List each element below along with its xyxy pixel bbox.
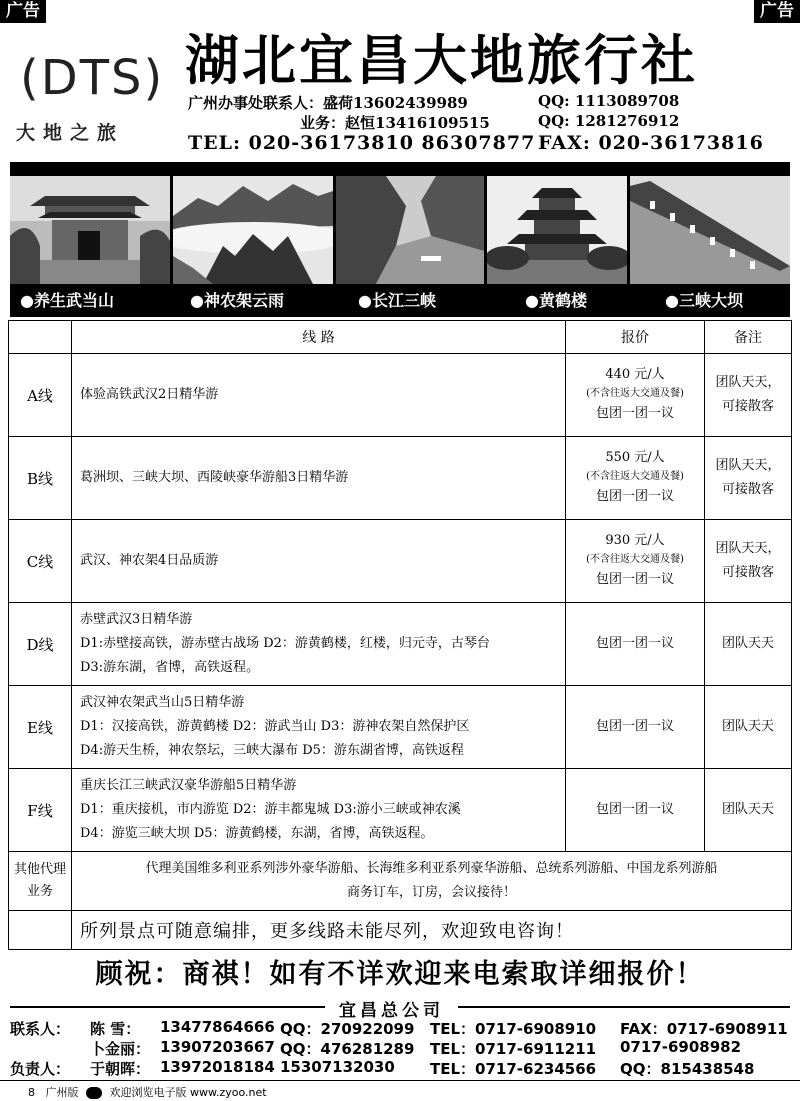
table-footer-row [9,911,792,950]
logo-mark: (DTS) [20,50,165,106]
table-row [9,686,792,769]
header-route: 线 路 [72,321,566,354]
ad-tag-right: 广告 [754,0,800,23]
hq-name: 于朝晖： [90,1060,151,1078]
price-value: 440 元/人 [605,367,665,382]
hq-tel: TEL：0717-6234566 [430,1060,597,1078]
route-price [566,603,705,686]
banner-captions [10,286,790,314]
note-line: 团队天天 [721,802,774,817]
note-line: 可接散客 [721,565,774,580]
route-name: E线 [9,686,72,769]
route-name: D线 [9,603,72,686]
hq-extra: 0717-6908982 [620,1038,742,1056]
route-desc [72,603,566,686]
note-line: 团队天天 [721,636,774,651]
route-name: B线 [9,437,72,520]
hq-qq: QQ：476281289 [280,1040,415,1058]
hq-qq: 15307132030 [280,1058,395,1076]
route-note [705,686,792,769]
contact-line-1 [188,92,468,113]
route-desc-line: D4：游览三峡大坝 D5：游黄鹤楼，东湖，省博，高铁返程。 [80,826,434,841]
other-business-row [9,852,792,911]
other-business-label: 其他代理业务 [9,852,72,911]
publication-logo-icon [86,1087,102,1099]
price-extra: 包团一团一议 [595,636,674,651]
contact2-qq: QQ: 1281276912 [538,112,680,130]
price-extra: 包团一团一议 [595,572,674,587]
publication-name: 广州版 [45,1086,79,1099]
route-name: C线 [9,520,72,603]
route-price [566,520,705,603]
hq-tel: TEL：0717-6908910 [430,1020,597,1038]
hq-name: 卜金丽： [90,1040,151,1058]
table-footer-note: 所列景点可随意编排，更多线路未能尽列，欢迎致电咨询！ [72,911,792,950]
route-note [705,437,792,520]
photo-yellow-crane-tower [487,176,627,284]
table-row [9,354,792,437]
header-name-cell [9,321,72,354]
company-name: 湖北宜昌大地旅行社 [185,28,698,92]
route-desc [72,437,566,520]
note-line: 团队天天 [721,719,774,734]
fax-line: FAX: 020-36173816 [538,132,764,154]
table-header-row [9,321,792,354]
ad-tag-left: 广告 [0,0,46,23]
route-name: F线 [9,769,72,852]
price-note: (不含往返大交通及餐) [586,388,684,399]
route-price [566,354,705,437]
note-line: 团队天天， [715,458,781,473]
route-price [566,769,705,852]
route-name: A线 [9,354,72,437]
hq-mobile: 13477864666 [160,1018,275,1036]
route-price [566,686,705,769]
route-desc [72,354,566,437]
footer-empty-cell [9,911,72,950]
route-desc-line: 赤壁武汉3日精华游 [80,612,193,627]
hq-role: 负责人： [10,1060,71,1078]
caption-wudang: ●养生武当山 [20,291,114,310]
other-business-line1: 代理美国维多利亚系列涉外豪华游船、长海维多利亚系列豪华游船、总统系列游船、中国龙系列游船 [145,861,718,876]
route-desc-line: 重庆长江三峡武汉豪华游船5日精华游 [80,778,297,793]
other-business-line2: 商务订车，订房，会议接待！ [346,885,516,900]
hq-tel: TEL：0717-6911211 [430,1040,597,1058]
caption-yellow-crane-tower: ●黄鹤楼 [525,291,587,310]
note-line: 可接散客 [721,482,774,497]
page-footer [0,1080,800,1101]
table-row [9,603,792,686]
contact2-name-phone: 赵恒13416109515 [345,114,490,132]
route-desc-line: D1：汉接高铁，游黄鹤楼 D2：游武当山 D3：游神农架自然保护区 [80,719,470,734]
note-line: 可接散客 [721,399,774,414]
table-row [9,437,792,520]
route-note [705,520,792,603]
note-line: 团队天天， [715,541,781,556]
route-desc-line: D1：重庆接机，市内游览 D2：游丰都鬼城 D3:游小三峡或神农溪 [80,802,461,817]
route-note [705,354,792,437]
table-row [9,520,792,603]
table-row [9,769,792,852]
contact1-qq: QQ: 1113089708 [538,92,680,110]
hq-qq: QQ：270922099 [280,1020,415,1038]
hq-extra: FAX：0717-6908911 [620,1020,788,1038]
route-note [705,769,792,852]
hq-row [10,1058,800,1078]
hq-mobile: 13972018184 [160,1058,275,1076]
photo-three-gorges-dam [630,176,790,284]
route-desc-line: 体验高铁武汉2日精华游 [80,387,219,402]
price-extra: 包团一团一议 [595,802,674,817]
price-extra: 包团一团一议 [595,719,674,734]
contact1-name-phone: 盛荷13602439989 [323,94,468,112]
hq-mobile: 13907203667 [160,1038,275,1056]
price-value: 550 元/人 [605,450,665,465]
footer-content [28,1084,267,1100]
route-desc-line: D3:游东湖，省博，高铁返程。 [80,660,260,675]
route-desc-line: 葛洲坝、三峡大坝、西陵峡豪华游船3日精华游 [80,470,349,485]
price-note: (不含往返大交通及餐) [586,471,684,482]
logo-subtitle: 大地之旅 [16,122,125,144]
hq-title: 宜昌总公司 [325,996,458,1021]
route-price [566,437,705,520]
footer-text: 欢迎浏览电子版 www.zyoo.net [109,1086,267,1099]
hq-contacts [10,1018,800,1078]
company-logo [14,32,164,167]
contact-line-2 [300,112,490,133]
photo-shennongjia [173,176,333,284]
tel-line: TEL: 020-36173810 86307877 [188,132,536,154]
photo-banner [10,162,790,317]
route-note [705,603,792,686]
route-desc-line: 武汉神农架武当山5日精华游 [80,695,245,710]
caption-shennongjia: ●神农架云雨 [190,291,284,310]
header-price: 报价 [566,321,705,354]
hq-extra: QQ：815438548 [620,1060,755,1078]
hq-role: 联系人： [10,1020,71,1038]
route-desc-line: 武汉、神农架4日品质游 [80,553,219,568]
price-extra: 包团一团一议 [595,406,674,421]
contact2-label: 业务： [300,114,346,132]
photo-wudang [10,176,170,284]
route-desc-line: D1:赤壁接高铁，游赤壁古战场 D2：游黄鹤楼，红楼，归元寺，古琴台 [80,636,490,651]
caption-three-gorges: ●长江三峡 [358,291,436,310]
photo-three-gorges [336,176,484,284]
routes-table [8,320,792,950]
route-desc [72,769,566,852]
other-business-desc [72,852,792,911]
contact1-label: 广州办事处联系人： [188,94,324,112]
hq-row [10,1018,800,1038]
greeting-slogan: 顾祝：商祺！如有不详欢迎来电索取详细报价！ [95,959,705,990]
header-note: 备注 [705,321,792,354]
price-value: 930 元/人 [605,533,665,548]
route-desc-line: D4:游天生桥，神农祭坛，三峡大瀑布 D5：游东湖省博，高铁返程 [80,743,464,758]
hq-divider [10,996,790,1021]
price-extra: 包团一团一议 [595,489,674,504]
hq-name: 陈 雪： [90,1020,141,1038]
note-line: 团队天天， [715,375,781,390]
hq-row [10,1038,800,1058]
page-number: 8 [28,1086,35,1099]
caption-three-gorges-dam: ●三峡大坝 [665,291,743,310]
route-desc [72,686,566,769]
route-desc [72,520,566,603]
price-note: (不含往返大交通及餐) [586,554,684,565]
header [0,22,800,162]
